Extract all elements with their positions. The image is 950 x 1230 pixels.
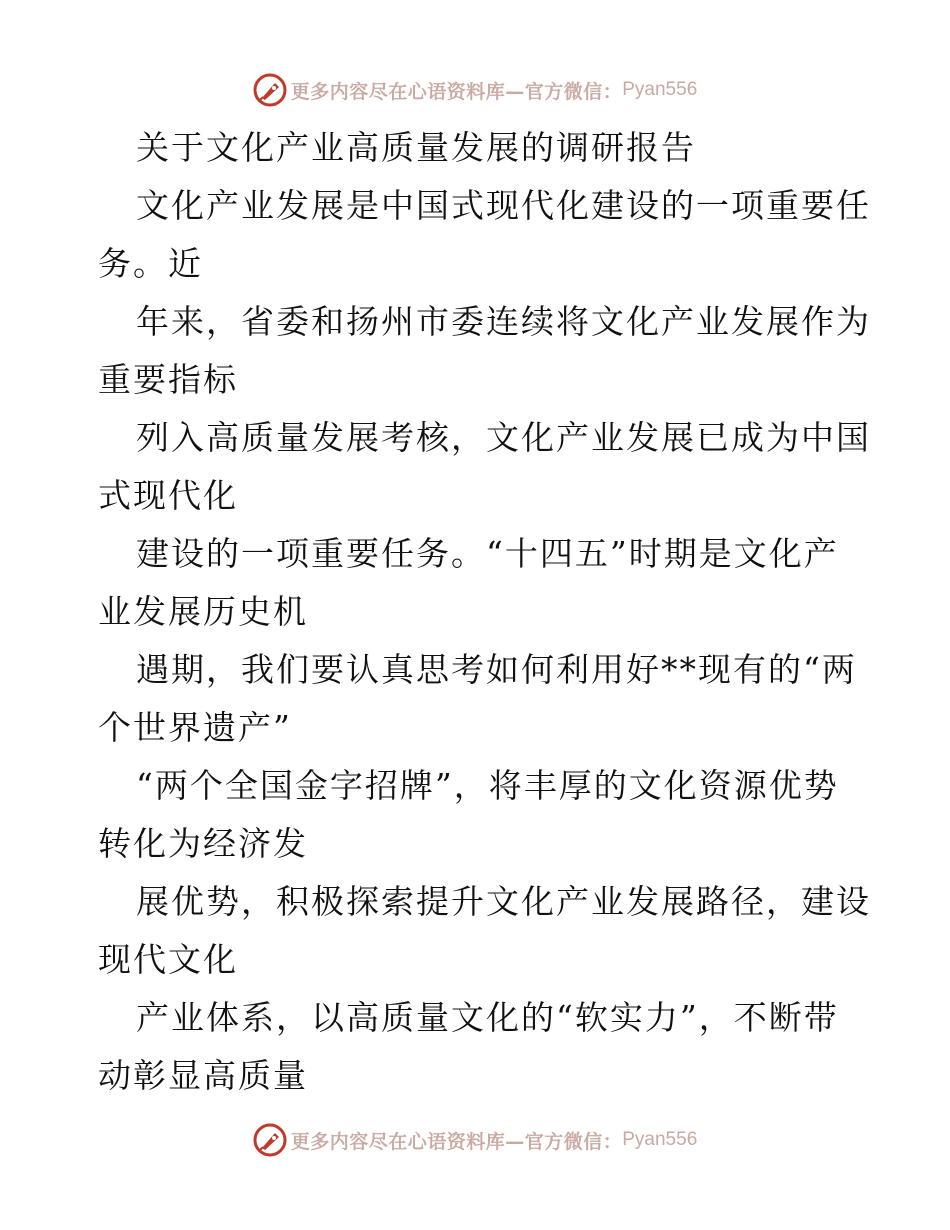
header-watermark-banner (0, 70, 950, 110)
text-line: 建设的一项重要任务。“十四五”时期是文化产 (136, 534, 839, 573)
text-line: 产业体系，以高质量文化的“软实力”，不断带 (136, 998, 839, 1037)
text-line: 转化为经济发 (98, 824, 308, 863)
text-line: 个世界遗产” (98, 708, 292, 747)
text-line: 式现代化 (98, 476, 238, 515)
document-title: 关于文化产业高质量发展的调研报告 (136, 128, 696, 167)
pen-nib-logo-icon (253, 73, 287, 107)
text-line: 务。近 (98, 244, 203, 283)
text-line: 现代文化 (98, 940, 238, 979)
banner-text: 更多内容尽在心语资料库—官方微信： (290, 1130, 623, 1153)
pen-nib-logo-icon (253, 1123, 287, 1157)
footer-watermark-banner (0, 1120, 950, 1160)
text-line: 动彰显高质量 (98, 1056, 308, 1095)
text-line: 展优势，积极探索提升文化产业发展路径，建设 (136, 882, 871, 921)
text-line: 列入高质量发展考核，文化产业发展已成为中国 (136, 418, 871, 457)
text-line: “两个全国金字招牌”，将丰厚的文化资源优势 (136, 766, 839, 805)
banner-wechat-id: Pyan556 (622, 79, 698, 100)
text-line: 重要指标 (98, 360, 238, 399)
text-line: 文化产业发展是中国式现代化建设的一项重要任 (136, 186, 871, 225)
text-line: 业发展历史机 (98, 592, 308, 631)
text-line: 遇期，我们要认真思考如何利用好**现有的“两 (136, 650, 857, 689)
banner-wechat-id: Pyan556 (622, 1129, 698, 1150)
banner-text: 更多内容尽在心语资料库—官方微信： (290, 80, 623, 103)
text-line: 年来，省委和扬州市委连续将文化产业发展作为 (136, 302, 871, 341)
